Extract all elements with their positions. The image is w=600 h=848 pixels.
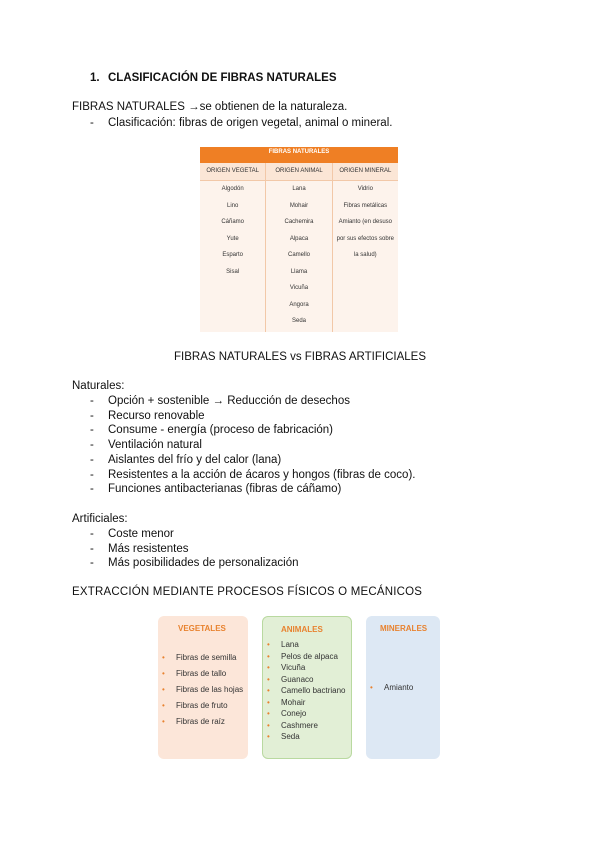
- list-item: • Conejo: [267, 708, 345, 720]
- table-cell: Amianto (en desuso: [338, 219, 392, 225]
- bullet-dash: -: [90, 542, 94, 555]
- table-title: FIBRAS NATURALES: [200, 147, 398, 163]
- list-item: • Cashmere: [267, 720, 345, 732]
- table-cell: Esparto: [222, 252, 243, 258]
- bullet-dash: -: [90, 424, 94, 437]
- table-column-mineral: [333, 163, 398, 332]
- list-item: • Amianto: [370, 682, 413, 694]
- box-list: [370, 682, 413, 694]
- table-cell: Angora: [289, 301, 309, 308]
- box-minerales: [366, 616, 440, 759]
- intro-bullet: Clasificación: fibras de origen vegetal, animal o mineral.: [108, 117, 393, 129]
- fibras-table: [200, 147, 398, 332]
- section-title: CLASIFICACIÓN DE FIBRAS NATURALES: [108, 72, 337, 84]
- box-vegetales: [158, 616, 248, 759]
- bullet-dash: -: [90, 117, 94, 129]
- column-header: ORIGEN MINERAL: [333, 163, 398, 181]
- list-item-text: Aislantes del frío y del calor (lana): [108, 453, 282, 466]
- bullet-dash: -: [90, 528, 94, 540]
- box-list: [162, 650, 243, 730]
- list-item-text: Consume - energía (proceso de fabricación): [108, 424, 334, 437]
- table-cell: Algodón: [221, 186, 244, 192]
- list-item: • Seda: [267, 731, 345, 743]
- table-cell: Camello: [287, 252, 310, 258]
- table-cell: Vicuña: [289, 285, 309, 291]
- list-item: • Mohair: [267, 697, 345, 709]
- list-item-text: Más resistentes: [108, 542, 189, 555]
- list-item: • Fibras de raíz: [162, 714, 243, 730]
- table-cell: Llama: [290, 268, 308, 275]
- list-item-text: Recurso renovable: [108, 409, 205, 422]
- table-cell: la salud): [353, 252, 377, 258]
- box-animales: [262, 616, 352, 759]
- table-column-animal: [266, 163, 332, 332]
- list-item-text: Resistentes a la acción de ácaros y hongos (fibras de coco).: [108, 468, 416, 481]
- column-header: ORIGEN ANIMAL: [266, 163, 331, 181]
- list-item: • Fibras de fruto: [162, 698, 243, 714]
- list-item-text: Ventilación natural: [108, 439, 202, 452]
- bullet-dash: -: [90, 453, 94, 466]
- list-item: • Fibras de tallo: [162, 666, 243, 682]
- intro-line: FIBRAS NATURALES →se obtienen de la naturaleza.: [72, 101, 348, 113]
- column-header: ORIGEN VEGETAL: [200, 163, 265, 181]
- table-cell: Vidrio: [357, 186, 373, 192]
- bullet-dash: -: [90, 468, 94, 481]
- list-item: • Lana: [267, 639, 345, 651]
- table-cell: Cáñamo: [221, 219, 244, 225]
- artificiales-label: Artificiales:: [72, 513, 128, 525]
- table-cell: Mohair: [289, 202, 309, 209]
- list-item-text: Más posibilidades de personalización: [108, 557, 299, 570]
- extraction-title: EXTRACCIÓN MEDIANTE PROCESOS FÍSICOS O MECÁNICOS: [72, 586, 423, 598]
- table-cell: por sus efectos sobre: [336, 235, 394, 242]
- comparison-title: FIBRAS NATURALES vs FIBRAS ARTIFICIALES: [174, 351, 426, 363]
- list-item: • Guanaco: [267, 674, 345, 686]
- list-item: • Fibras de semilla: [162, 650, 243, 666]
- list-item-text: Funciones antibacterianas (fibras de cáñamo): [108, 483, 342, 496]
- list-item: • Fibras de las hojas: [162, 682, 243, 698]
- table-cell: Fibras metálicas: [343, 202, 388, 209]
- table-cell: Lino: [226, 202, 239, 209]
- bullet-dash: -: [90, 483, 94, 496]
- table-cell: Yute: [226, 235, 239, 242]
- table-cell: Cachemira: [284, 219, 314, 225]
- bullet-dash: -: [90, 409, 94, 422]
- section-number: 1.: [90, 72, 100, 84]
- bullet-dash: -: [90, 395, 94, 407]
- box-list: [267, 639, 345, 743]
- naturales-label: Naturales:: [72, 380, 125, 392]
- bullet-dash: -: [90, 439, 94, 452]
- table-cell: Sisal: [226, 268, 240, 275]
- bullet-dash: -: [90, 557, 94, 570]
- list-item: • Pelos de alpaca: [267, 651, 345, 663]
- box-title: MINERALES: [380, 624, 428, 633]
- box-title: VEGETALES: [178, 624, 226, 633]
- table-column-vegetal: [200, 163, 266, 332]
- table-cell: Seda: [291, 318, 306, 324]
- table-cell: Alpaca: [289, 235, 309, 242]
- list-item-text: Opción + sostenible → Reducción de desechos: [108, 395, 350, 407]
- box-title: ANIMALES: [281, 625, 323, 634]
- table-cell: Lana: [292, 186, 306, 192]
- list-item: • Vicuña: [267, 662, 345, 674]
- list-item: • Camello bactriano: [267, 685, 345, 697]
- list-item-text: Coste menor: [108, 528, 174, 540]
